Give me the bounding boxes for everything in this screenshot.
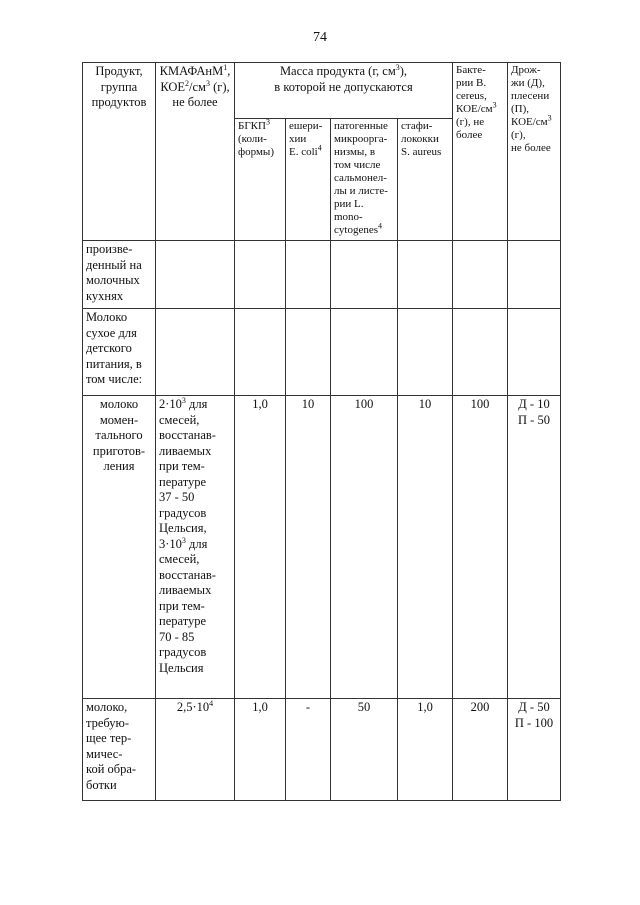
header-product: Продукт, группа продуктов xyxy=(83,63,156,241)
header-staph: стафи- лококки S. aureus xyxy=(398,119,453,241)
table-row xyxy=(83,699,561,801)
row-bgkp: 1,0 xyxy=(235,699,286,801)
table-row xyxy=(83,396,561,699)
row-bcereus: 200 xyxy=(453,699,508,801)
row-ecoli: - xyxy=(286,699,331,801)
header-ecoli: ешери- хии E. coli$^4$ xyxy=(286,119,331,241)
header-yeast: Дрож- жи (Д), плесени (П), КОЕ/$см^3$ (г), не более xyxy=(508,63,561,241)
header-bgkp: БГКП$^3$ (коли- формы) xyxy=(235,119,286,241)
row-staph: 1,0 xyxy=(398,699,453,801)
row-product: Молоко сухое для детского питания, в том числе: xyxy=(83,309,156,396)
row-ecoli: 10 xyxy=(286,396,331,699)
row-yeast: Д - 50 П - 100 xyxy=(508,699,561,801)
header-kmafanm: КМАФАнМ$^1$, $КОЕ^2/см^3$ (г), не более xyxy=(156,63,235,241)
header-mass: Масса продукта (г, $см^3$), в которой не допускаются xyxy=(235,63,453,119)
row-kmafanm: $2\cdot 10^3$ для смесей, восстанав- ливаемых при тем- пературе 37 - 50 градусов Цельсия, $3\cdot 10^3$ для смесей, восстанав- ливаемых при тем- пературе 70 - 85 градусов Цельсия xyxy=(156,396,235,699)
row-bgkp: 1,0 xyxy=(235,396,286,699)
header-pathogens: патогенные микроорга- низмы, в том числе сальмонел- лы и листе- рии L. mono- cytogenes$^4$ xyxy=(331,119,398,241)
row-pathogens: 50 xyxy=(331,699,398,801)
header-row xyxy=(83,63,561,119)
row-product: произве- денный на молочных кухнях xyxy=(83,241,156,309)
row-product: молоко, требую- щее тер- мичес- кой обра- ботки xyxy=(83,699,156,801)
header-bcereus: Бакте- рии B. cereus, КОЕ/$см^3$ (г), не более xyxy=(453,63,508,241)
row-bcereus: 100 xyxy=(453,396,508,699)
microbiology-table xyxy=(82,62,561,801)
table-row xyxy=(83,309,561,396)
row-staph: 10 xyxy=(398,396,453,699)
row-yeast: Д - 10 П - 50 xyxy=(508,396,561,699)
row-kmafanm: $2,5\cdot 10^4$ xyxy=(156,699,235,801)
page-number: 74 xyxy=(313,30,327,45)
row-pathogens: 100 xyxy=(331,396,398,699)
row-product: молоко момен- тального приготов- ления xyxy=(83,396,156,699)
table-row xyxy=(83,241,561,309)
